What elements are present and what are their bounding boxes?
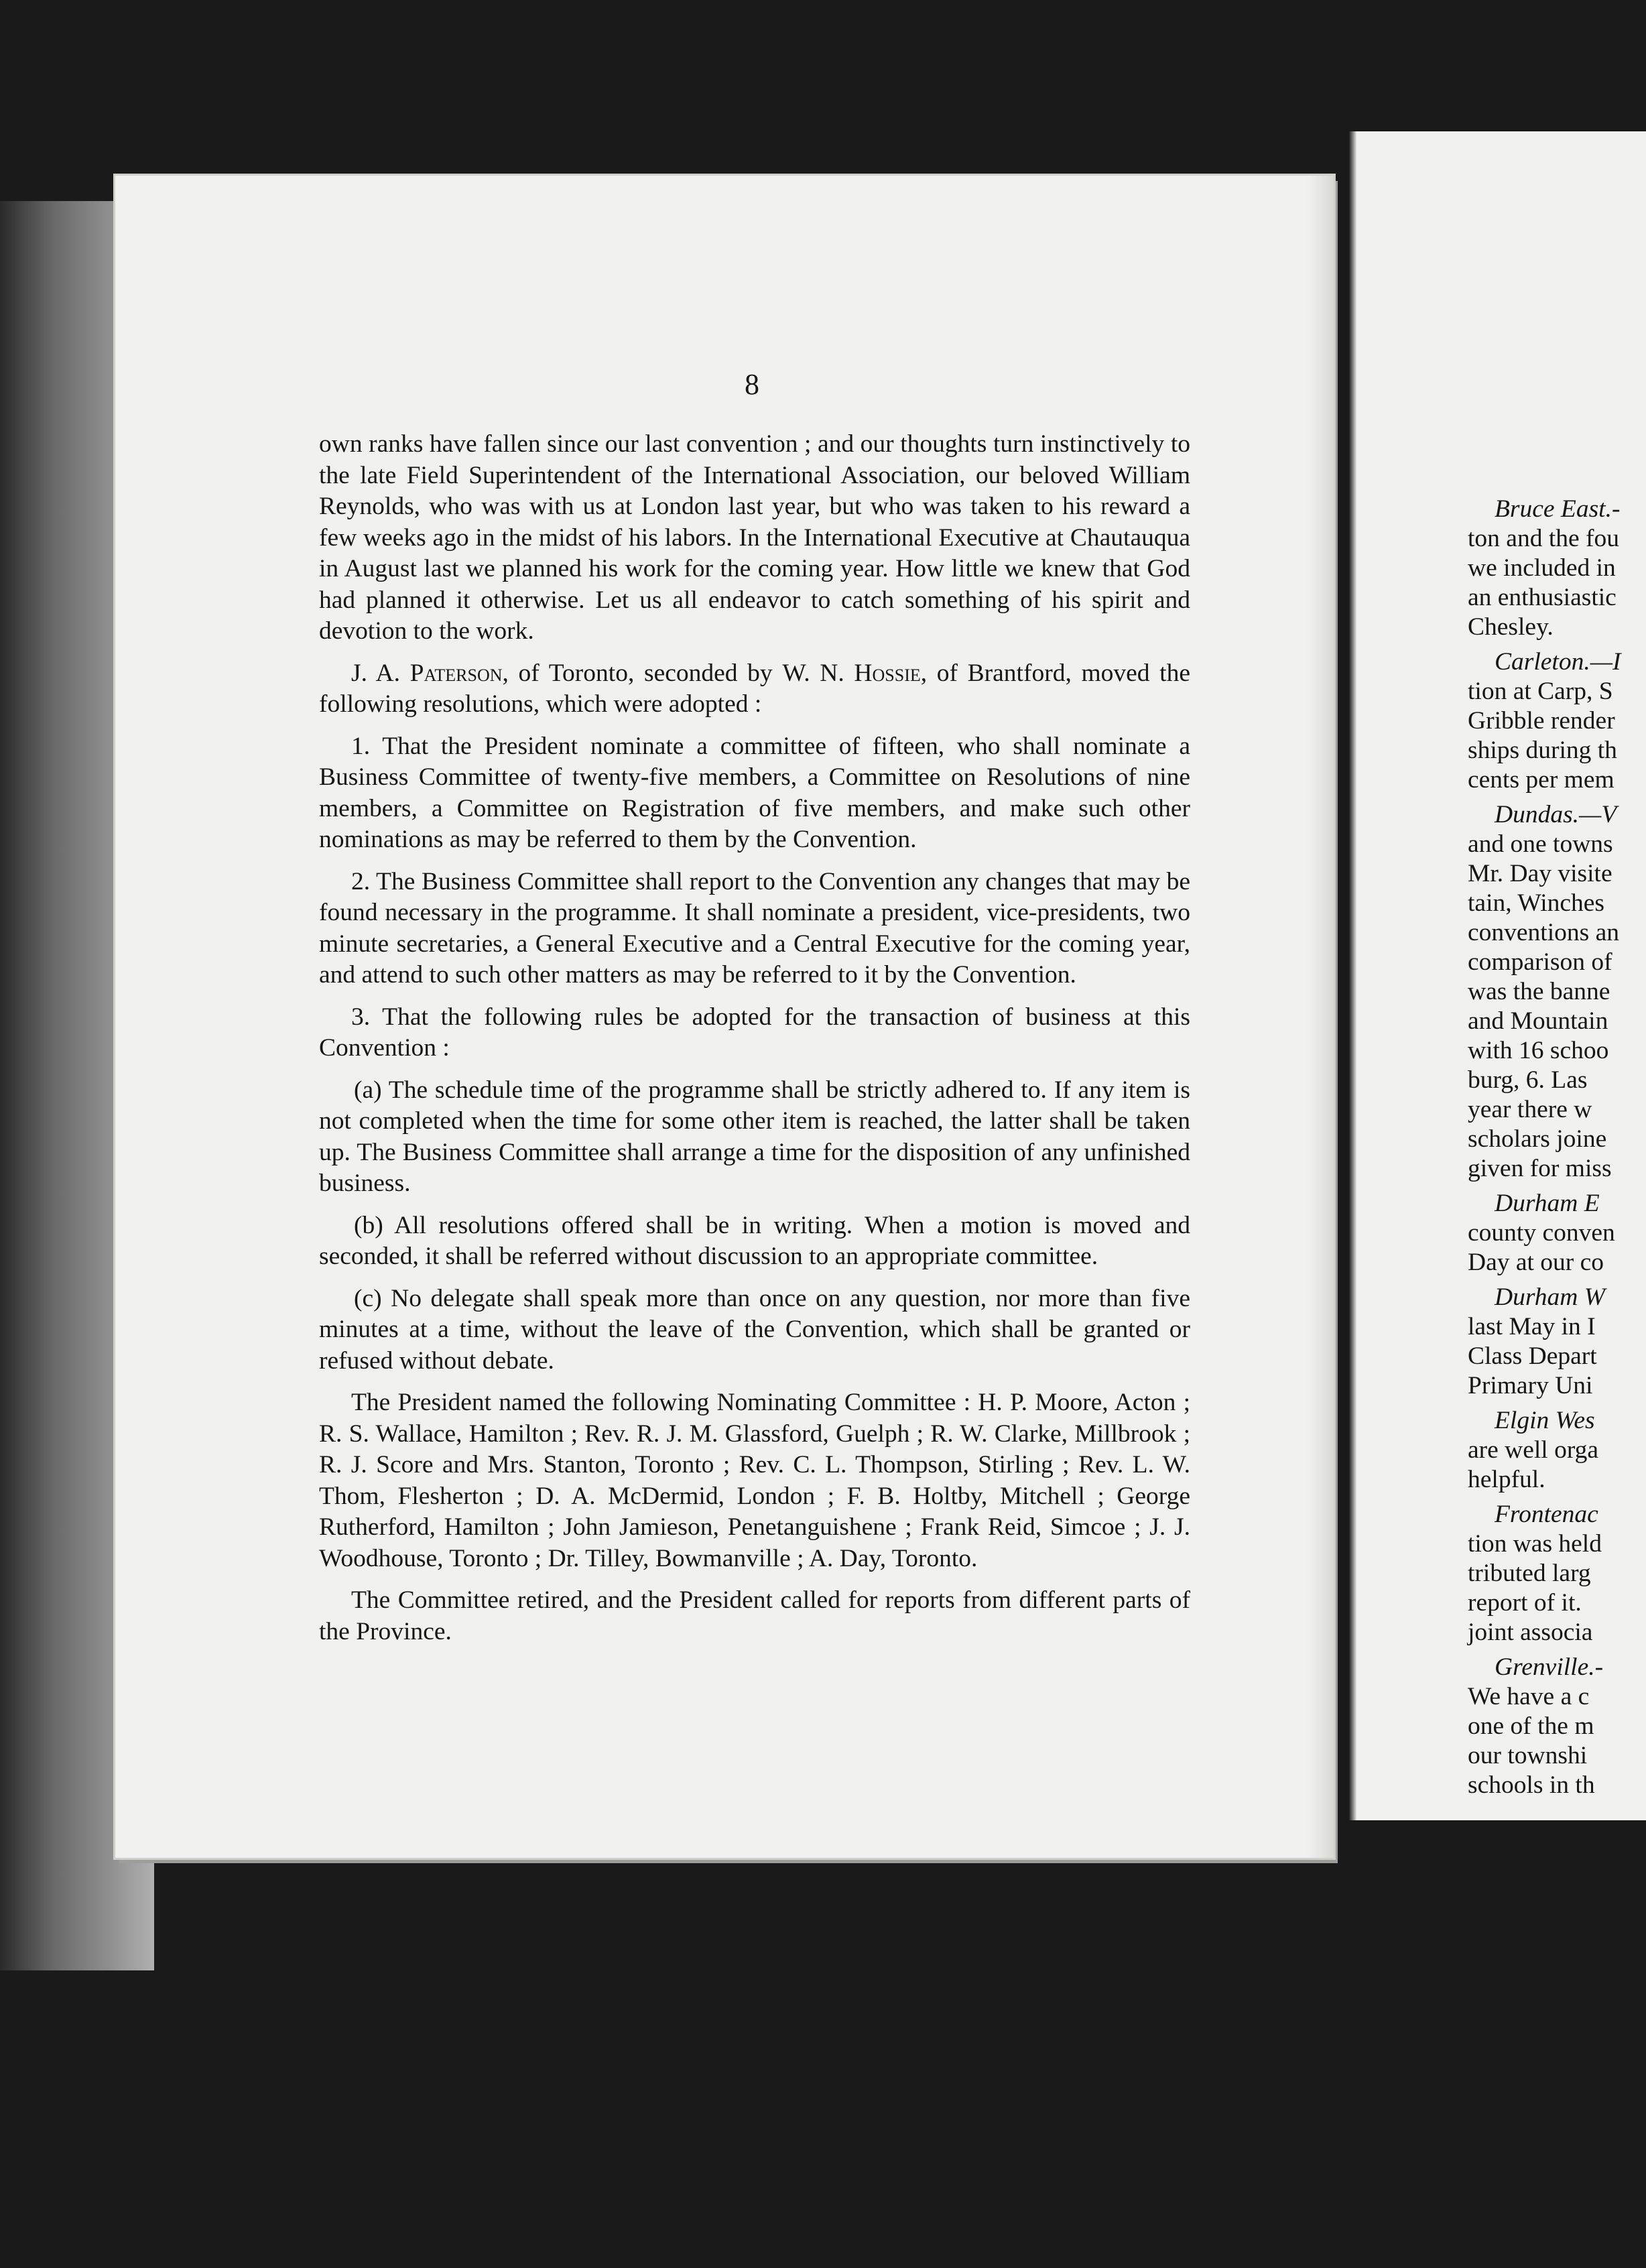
paragraph-text: 1. That the President nominate a committee of fifteen, who shall nominate a Business Committee of twenty-five members, a Committee on Resolutions of nine members, a Committee on Registration of five members, and make such other nominations as may be referred to them by the Convention.	[319, 732, 1190, 853]
line-gap	[1468, 795, 1646, 800]
line-gap	[1468, 1277, 1646, 1283]
facing-line: tain, Winches	[1468, 889, 1604, 917]
paragraph-text: (a) The schedule time of the programme shall be strictly adhered to. If any item is not completed when the time for some other item is reached, the latter shall be taken up. The Business Committee shall arrange a time for the disposition of any unfinished business.	[319, 1076, 1190, 1197]
paragraph	[319, 1210, 1190, 1273]
facing-line: schools in th	[1468, 1771, 1595, 1799]
paragraph	[319, 658, 1190, 720]
facing-line: Day at our co	[1468, 1249, 1604, 1276]
line-gap	[1468, 1495, 1646, 1500]
line-gap	[1468, 1184, 1646, 1189]
facing-page-text	[1468, 495, 1646, 1800]
facing-line: We have a c	[1468, 1683, 1590, 1710]
paragraph-text: 3. That the following rules be adopted for the transaction of business at this Convention :	[319, 1003, 1190, 1062]
facing-line: tion was held	[1468, 1530, 1602, 1558]
paragraph	[319, 1075, 1190, 1200]
facing-line: county conven	[1468, 1219, 1615, 1247]
facing-line: Gribble render	[1468, 707, 1615, 735]
page-body-text	[319, 429, 1190, 1658]
paragraph-text: (c) No delegate shall speak more than once on any question, nor more than five minutes at a time, without the leave of the Convention, which shall be granted or refused without debate.	[319, 1284, 1190, 1375]
facing-line: Primary Uni	[1468, 1372, 1593, 1399]
paragraph-text: own ranks have fallen since our last convention ; and our thoughts turn instinctively to the late Field Superintendent of the International Association, our beloved William Reynolds, who was with us at London last year, but who was taken to his reward a few weeks ago in the midst of his labors. In the International Executive at Chautauqua in August last we planned his work for the coming year. How little we knew that God had planned it otherwise. Let us all endeavor to catch something of his spirit and devotion to the work.	[319, 430, 1190, 645]
facing-line: report of it.	[1468, 1589, 1582, 1617]
facing-line: Class Depart	[1468, 1342, 1597, 1370]
county-heading: Frontenac	[1495, 1501, 1598, 1528]
facing-line: and Mountain	[1468, 1007, 1608, 1035]
facing-line: last May in I	[1468, 1313, 1596, 1340]
facing-line: our townshi	[1468, 1742, 1588, 1769]
facing-line: burg, 6. Las	[1468, 1066, 1588, 1094]
facing-line: we included in	[1468, 554, 1616, 582]
paragraph-text: The Committee retired, and the President called for reports from different parts of the Province.	[319, 1586, 1190, 1645]
county-heading: Elgin Wes	[1495, 1407, 1595, 1434]
page-number: 8	[745, 368, 759, 401]
line-gap	[1468, 642, 1646, 647]
facing-line: are well orga	[1468, 1436, 1599, 1464]
facing-line: given for miss	[1468, 1155, 1612, 1182]
paragraph-text: (b) All resolutions offered shall be in writing. When a motion is moved and seconded, it shall be referred without discussion to an appropriate committee.	[319, 1211, 1190, 1270]
paragraph-text: , of Toronto, seconded by	[502, 659, 783, 687]
facing-line: with 16 schoo	[1468, 1037, 1609, 1064]
book-spine	[1348, 131, 1356, 1820]
facing-line: scholars joine	[1468, 1125, 1607, 1153]
paragraph-text: , of Brantford, moved the following resolutions, which were adopted :	[319, 659, 1190, 718]
facing-line: ton and the fou	[1468, 525, 1619, 552]
facing-line: tion at Carp, S	[1468, 678, 1613, 705]
county-heading: Bruce East.-	[1495, 495, 1621, 523]
line-gap	[1468, 1401, 1646, 1406]
paragraph	[319, 731, 1190, 856]
person-name: W. N. Hossie	[782, 659, 921, 687]
facing-line: helpful.	[1468, 1466, 1545, 1493]
page-gutter	[1307, 176, 1334, 1858]
paragraph-text: The President named the following Nominating Committee : H. P. Moore, Acton ; R. S. Wallace, Hamilton ; Rev. R. J. M. Glassford, Guelph ; R. W. Clarke, Millbrook ; R. J. Score and Mrs. Stanton, Toronto ; Rev. C. L. Thompson, Stirling ; Rev. L. W. Thom, Flesherton ; D. A. McDermid, London ; F. B. Holtby, Mitchell ; George Rutherford, Hamilton ; John Jamieson, Penetanguishene ; Frank Reid, Simcoe ; J. J. Woodhouse, Toronto ; Dr. Tilley, Bowmanville ; A. Day, Toronto.	[319, 1389, 1190, 1572]
facing-line: tributed larg	[1468, 1560, 1591, 1587]
facing-line: and one towns	[1468, 830, 1613, 858]
county-heading: Dundas.—V	[1495, 801, 1617, 828]
paragraph	[319, 1387, 1190, 1574]
paragraph	[319, 1585, 1190, 1647]
paragraph-text: 2. The Business Committee shall report to the Convention any changes that may be found necessary in the programme. It shall nominate a president, vice-presidents, two minute secretaries, a General Executive and a Central Executive for the coming year, and attend to such other matters as may be referred to it by the Convention.	[319, 867, 1190, 989]
paragraph	[319, 1283, 1190, 1377]
facing-line: joint associa	[1468, 1619, 1593, 1646]
paragraph	[319, 867, 1190, 991]
facing-line: comparison of	[1468, 948, 1612, 976]
facing-line: an enthusiastic	[1468, 584, 1617, 611]
county-heading: Durham W	[1495, 1283, 1605, 1311]
line-gap	[1468, 1647, 1646, 1653]
facing-line: Mr. Day visite	[1468, 860, 1612, 887]
county-heading: Carleton.—I	[1495, 648, 1621, 676]
county-heading: Durham E	[1495, 1190, 1600, 1217]
person-name: J. A. Paterson	[351, 659, 503, 687]
county-heading: Grenville.-	[1495, 1653, 1604, 1681]
facing-line: Chesley.	[1468, 613, 1554, 641]
facing-line: conventions an	[1468, 919, 1619, 946]
paragraph	[319, 429, 1190, 647]
facing-line: year there w	[1468, 1096, 1592, 1123]
facing-line: cents per mem	[1468, 766, 1615, 794]
paragraph	[319, 1002, 1190, 1064]
facing-line: ships during th	[1468, 737, 1617, 764]
facing-line: one of the m	[1468, 1712, 1594, 1740]
facing-line: was the banne	[1468, 978, 1610, 1005]
